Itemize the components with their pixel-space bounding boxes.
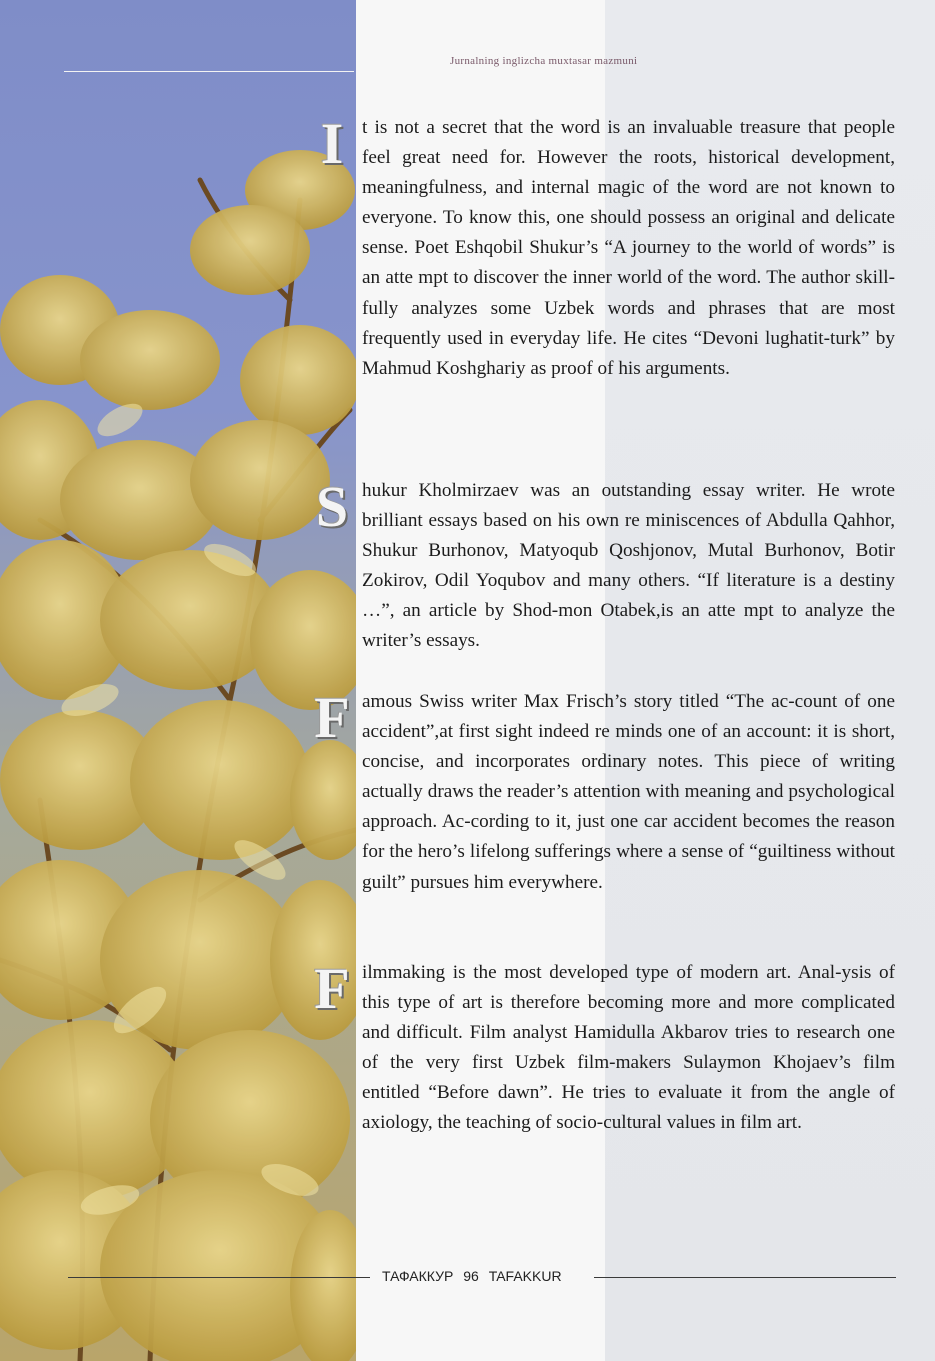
footer-magazine-latin: TAFAKKUR <box>488 1268 562 1284</box>
article-3-text: amous Swiss writer Max Frisch’s story titled “The ac-count of one accident”,at first sight indeed re minds one of an account: it is short, concise, and incorporates ordinary notes. This piece of writing actually draws the reader’s attention with meaning and psychological approach. Ac-cording to it, just one car accident becomes the reason for the hero’s lifelong sufferings where a sense of “guiltiness without guilt” pursues him everywhere. <box>362 691 895 893</box>
page-footer <box>68 1265 896 1291</box>
running-header: Jurnalning inglizcha muxtasar mazmuni <box>450 55 638 67</box>
dropcap-article-2: S <box>315 474 349 539</box>
dropcap-article-3: F <box>314 685 350 750</box>
dropcap-article-4: F <box>314 956 350 1021</box>
header-rule <box>64 71 354 72</box>
footer-rule-right <box>594 1277 896 1278</box>
footer-folio <box>382 1268 586 1284</box>
tree-foliage-illustration <box>0 0 356 1361</box>
article-4-text: ilmmaking is the most developed type of modern art. Anal-ysis of this type of art is therefore becoming more and more complicated and difficult. Film analyst Hamidulla Akbarov tries to research one of the very first Uzbek film-makers Sulaymon Khojaev’s film entitled “Before dawn”. He tries to evaluate it from the angle of axiology, the teaching of socio-cultural values in film art. <box>362 962 895 1134</box>
autumn-tree-photo <box>0 0 356 1361</box>
article-2-text: hukur Kholmirzaev was an outstanding essay writer. He wrote brilliant essays based on his own re miniscences of Abdulla Qahhor, Shukur Burhonov, Matyoqub Qoshjonov, Mutal Burhonov, Botir Zokirov, Odil Yoqubov and many others. “If literature is a destiny …”, an article by Shod-mon Otabek,is an atte mpt to analyze the writer’s essays. <box>362 480 895 652</box>
footer-magazine-cyrillic: ТАФАККУР <box>382 1268 454 1284</box>
page-number: 96 <box>463 1268 479 1284</box>
article-1-text: t is not a secret that the word is an invaluable treasure that people feel great need for. However the roots, historical development, meaningfulness, and internal magic of the word are not known to everyone. To know this, one should possess an original and delicate sense. Poet Eshqobil Shukur’s “A journey to the world of words” is an atte mpt to discover the inner world of the word. The author skill-fully analyzes some Uzbek words and phrases that are most frequently used in everyday life. He cites “Devoni lughatit-turk” by Mahmud Koshghariy as proof of his arguments. <box>362 117 895 379</box>
dropcap-article-1: I <box>320 111 344 176</box>
footer-rule-left <box>68 1277 370 1278</box>
